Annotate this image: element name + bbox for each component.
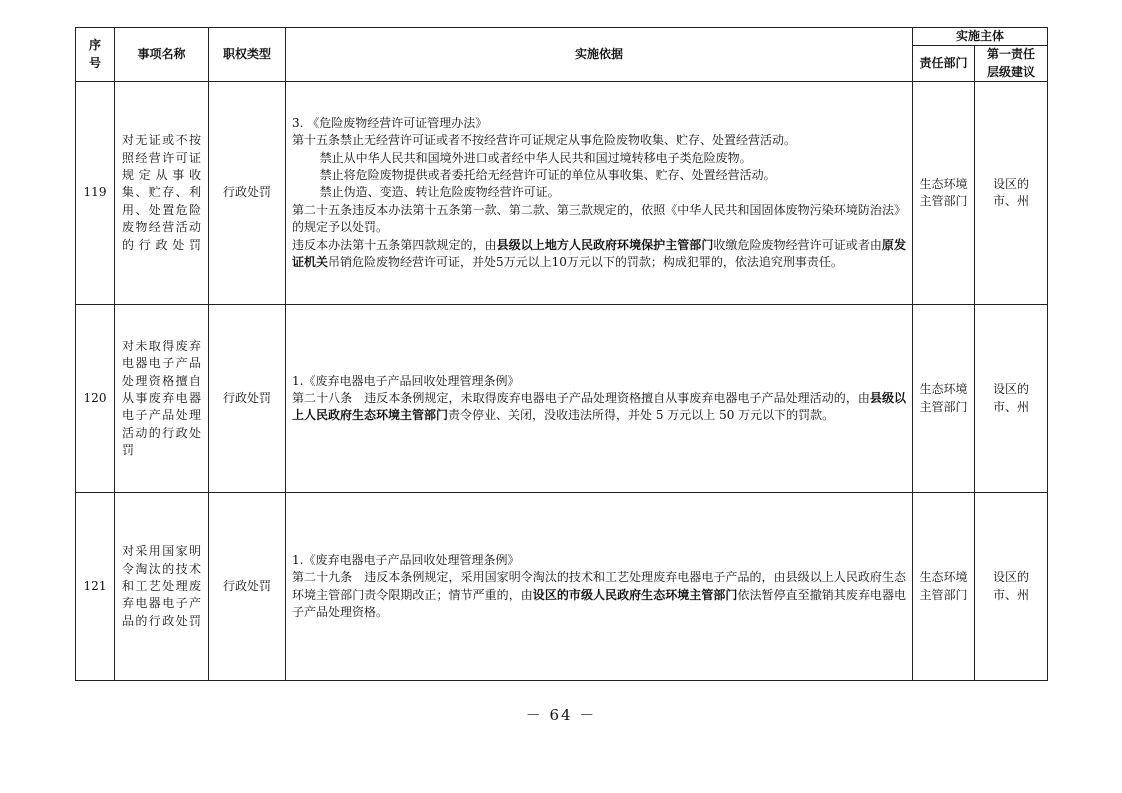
basis-text: 收缴危险废物经营许可证或者由 xyxy=(713,237,882,252)
row-basis xyxy=(286,82,913,305)
row-level: 设区的 市、州 xyxy=(975,493,1048,681)
row-type: 行政处罚 xyxy=(209,305,286,493)
row-type: 行政处罚 xyxy=(209,493,286,681)
basis-line xyxy=(292,569,906,621)
row-seq: 119 xyxy=(76,82,115,305)
basis-text: 违反本办法第十五条第四款规定的，由 xyxy=(292,237,497,252)
basis-line: 1.《废弃电器电子产品回收处理管理条例》 xyxy=(292,373,520,388)
row-basis xyxy=(286,305,913,493)
row-level: 设区的 市、州 xyxy=(975,82,1048,305)
basis-text: 第二十九条 违反本条例规定，采用国家明令淘汰的技术和工艺处理废弃电器电子产品的，由县级以上人民政府生态环境主管部门责令限期改正；情节严重的，由 xyxy=(292,570,906,602)
header-type: 职权类型 xyxy=(209,28,286,82)
row-level: 设区的 市、州 xyxy=(975,305,1048,493)
page-number: － 64 － xyxy=(525,706,597,724)
header-basis: 实施依据 xyxy=(286,28,913,82)
row-basis xyxy=(286,493,913,681)
header-level xyxy=(975,46,1048,82)
basis-line xyxy=(292,390,906,425)
authority-table xyxy=(75,27,1048,681)
row-seq: 120 xyxy=(76,305,115,493)
table-row xyxy=(76,493,1048,681)
header-seq xyxy=(76,28,115,82)
basis-emphasis: 原发证机关 xyxy=(292,237,906,270)
row-name: 对无证或不按照经营许可证规定从事收集、贮存、利用、处置危险废物经营活动的行政处罚 xyxy=(115,82,209,305)
basis-emphasis: 县级以上地方人民政府环境保护主管部门 xyxy=(496,237,714,252)
row-dept: 生态环境 主管部门 xyxy=(913,305,975,493)
header-dept: 责任部门 xyxy=(913,46,975,82)
row-seq: 121 xyxy=(76,493,115,681)
basis-line: 3. 《危险废物经营许可证管理办法》 xyxy=(292,115,488,130)
basis-line: 1.《废弃电器电子产品回收处理管理条例》 xyxy=(292,552,520,567)
header-name: 事项名称 xyxy=(115,28,209,82)
row-type: 行政处罚 xyxy=(209,82,286,305)
header-subject: 实施主体 xyxy=(913,28,1048,46)
basis-line: 禁止伪造、变造、转让危险废物经营许可证。 xyxy=(319,185,560,200)
row-dept: 生态环境 主管部门 xyxy=(913,493,975,681)
basis-text: 第二十八条 违反本条例规定，未取得废弃电器电子产品处理资格擅自从事废弃电器电子产品处理活动的，由 xyxy=(292,390,870,405)
basis-line: 禁止将危险废物提供或者委托给无经营许可证的单位从事收集、贮存、处置经营活动。 xyxy=(319,168,776,183)
basis-emphasis: 县级以上人民政府生态环境主管部门 xyxy=(292,390,906,423)
table-row xyxy=(76,305,1048,493)
table-row xyxy=(76,82,1048,305)
row-name: 对未取得废弃电器电子产品处理资格擅自从事废弃电器电子产品处理活动的行政处罚 xyxy=(115,305,209,493)
basis-text: 责令停业、关闭，没收违法所得，并处 5 万元以上 50 万元以下的罚款。 xyxy=(448,408,835,423)
basis-line: 禁止从中华人民共和国境外进口或者经中华人民共和国过境转移电子类危险废物。 xyxy=(319,150,752,165)
basis-text: 依法暂停直至撤销其废弃电器电子产品处理资格。 xyxy=(292,587,906,620)
basis-emphasis: 设区的市级人民政府生态环境主管部门 xyxy=(532,587,738,602)
basis-text: 吊销危险废物经营许可证，并处5万元以上10万元以下的罚款；构成犯罪的，依法追究刑事责任。 xyxy=(328,255,843,270)
row-dept: 生态环境 主管部门 xyxy=(913,82,975,305)
basis-line: 第二十五条违反本办法第十五条第一款、第二款、第三款规定的，依照《中华人民共和国固体废物污染环境防治法》的规定予以处罚。 xyxy=(292,202,906,235)
header-level-text: 第一责任 层级建议 xyxy=(987,47,1036,79)
header-seq-text: 序 号 xyxy=(88,38,101,70)
row-name: 对采用国家明令淘汰的技术和工艺处理废弃电器电子产品的行政处罚 xyxy=(115,493,209,681)
basis-line xyxy=(292,237,906,272)
basis-line: 第十五条禁止无经营许可证或者不按经营许可证规定从事危险废物收集、贮存、处置经营活动。 xyxy=(292,133,797,148)
